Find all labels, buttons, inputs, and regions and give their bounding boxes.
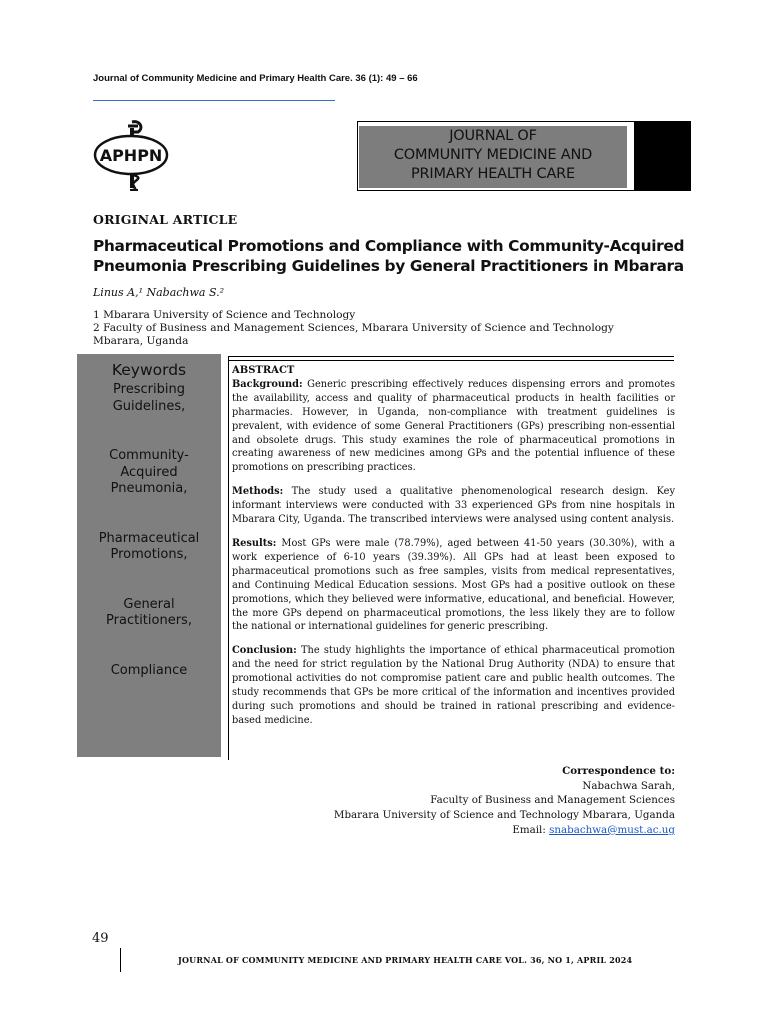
affiliations	[93, 309, 693, 348]
correspondence	[334, 764, 675, 838]
masthead-line: JOURNAL OF	[449, 128, 537, 144]
page-number: 49	[92, 931, 109, 946]
keywords-list	[77, 382, 221, 679]
abstract-background	[232, 378, 675, 475]
keywords-title: Keywords	[111, 361, 187, 379]
correspondence-email-line	[334, 823, 675, 838]
footer-rule	[120, 948, 121, 972]
title-line: Pneumonia Prescribing Guidelines by General Practitioners in Mbarara	[93, 257, 684, 275]
affiliation-line: 2 Faculty of Business and Management Sciences, Mbarara University of Science and Technology	[93, 322, 614, 334]
methods-label: Methods:	[232, 486, 284, 498]
footer: JOURNAL OF COMMUNITY MEDICINE AND PRIMARY HEALTH CARE VOL. 36, NO 1, APRIL 2024	[178, 955, 633, 965]
keyword-line: Promotions,	[110, 547, 188, 562]
correspondence-dept: Faculty of Business and Management Sciences	[430, 794, 675, 807]
affiliation-line: Mbarara, Uganda	[93, 335, 189, 347]
keyword-line: Pneumonia,	[110, 481, 188, 496]
correspondence-name: Nabachwa Sarah,	[582, 779, 675, 792]
keywords-box	[77, 354, 221, 757]
abstract-results	[232, 537, 675, 634]
affiliation-line: 1 Mbarara University of Science and Technology	[93, 309, 356, 321]
results-text: Most GPs were male (78.79%), aged between 41-50 years (30.30%), with a work experience of 6-10 years (39.39%). All GPs had at least been exposed to pharmaceutical promotions such as free samples, visits from medical representatives, and Continuing Medical Education sessions. Most GPs had a positive outlook on these promotions, which they believed were informative, educational, and beneficial. However, the more GPs depend on pharmaceutical promotions, the less likely they are to follow the national or international guidelines for generic prescribing.	[232, 537, 675, 633]
conclusion-text: The study highlights the importance of ethical pharmaceutical promotion and the need for strict regulation by the National Drug Authority (NDA) to ensure that promotional activities do not compromise patient care and public health outcomes. The study recommends that GPs be more critical of the information and incentives provided during such promotions and should be trained in rational prescribing and evidence-based medicine.	[232, 645, 675, 726]
abstract-top-rule	[228, 356, 674, 361]
keyword-line: Compliance	[110, 662, 188, 678]
keyword-item	[77, 531, 221, 564]
journal-masthead	[359, 126, 627, 188]
results-label: Results:	[232, 537, 277, 549]
keyword-line: Community-	[109, 448, 189, 463]
aphpn-logo	[92, 118, 172, 194]
authors: Linus A,¹ Nabachwa S.²	[93, 286, 225, 299]
keyword-item	[77, 382, 221, 415]
keyword-item	[77, 448, 221, 498]
background-label: Background:	[232, 378, 303, 390]
header-rule	[93, 100, 335, 101]
masthead-line: PRIMARY HEALTH CARE	[410, 166, 576, 182]
keyword-line: Prescribing	[113, 382, 185, 397]
keyword-item	[77, 597, 221, 630]
running-head: Journal of Community Medicine and Primary Health Care. 36 (1): 49 – 66	[93, 73, 418, 84]
masthead-black-block	[634, 121, 691, 191]
correspondence-heading: Correspondence to:	[562, 765, 675, 777]
abstract	[232, 364, 675, 738]
background-text: Generic prescribing effectively reduces dispensing errors and promotes the availability, access and quality of pharmaceutical products in health facilities or pharmacies. However, in Uganda, non-compliance with treatment guidelines is prevalent, with evidence of some General Practitioners (GPs) prescribing non-essential and obsolete drugs. This study examines the role of pharmaceutical promotions in creating awareness of new medicines among GPs and the potential influence of these promotions on prescribing practices.	[232, 378, 675, 474]
methods-text: The study used a qualitative phenomenological research design. Key informant interviews were conducted with 33 experienced GPs from nine hospitals in Mbarara City, Uganda. The transcribed interviews were analysed using content analysis.	[232, 486, 675, 526]
keyword-line: Acquired	[120, 464, 178, 480]
keyword-line: Guidelines,	[112, 398, 186, 414]
article-title	[93, 236, 693, 276]
keyword-item	[77, 663, 221, 680]
conclusion-label: Conclusion:	[232, 645, 297, 657]
abstract-conclusion	[232, 644, 675, 727]
title-line: Pharmaceutical Promotions and Compliance with Community-Acquired	[93, 237, 685, 255]
logo-text: APHPN	[99, 146, 163, 165]
keyword-line: Practitioners,	[106, 613, 192, 628]
article-type: ORIGINAL ARTICLE	[93, 212, 238, 227]
abstract-methods	[232, 485, 675, 527]
correspondence-institution: Mbarara University of Science and Technology Mbarara, Uganda	[333, 809, 675, 822]
keyword-line: General	[123, 596, 175, 612]
keyword-line: Pharmaceutical	[98, 530, 200, 546]
email-label: Email:	[512, 823, 550, 836]
abstract-left-rule	[228, 356, 229, 760]
masthead-line: COMMUNITY MEDICINE AND	[393, 147, 593, 163]
abstract-heading: ABSTRACT	[232, 365, 295, 376]
email-link[interactable]: snabachwa@must.ac.ug	[549, 823, 675, 836]
